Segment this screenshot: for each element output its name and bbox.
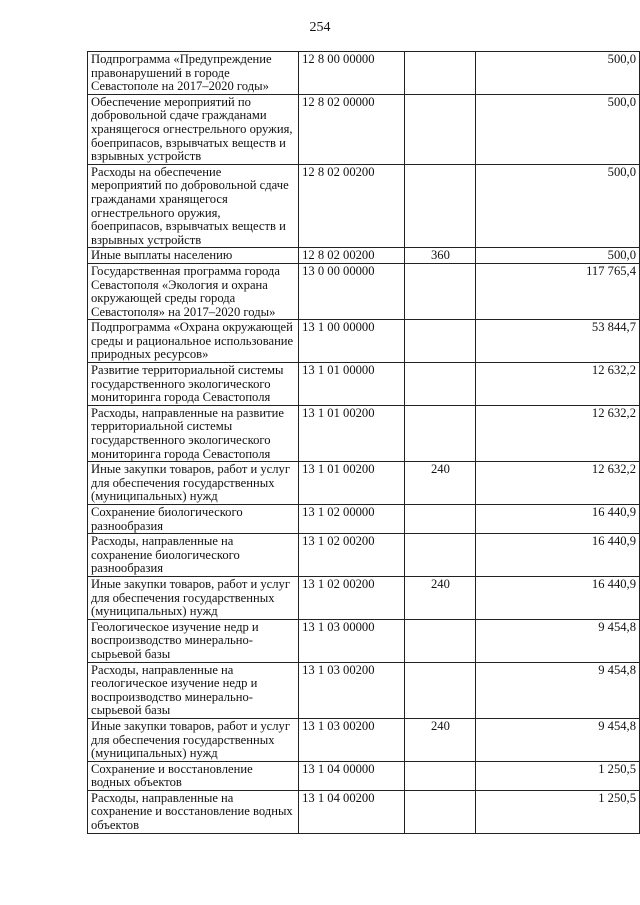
table-row [88,164,640,248]
item-name-cell: Сохранение биологического разнообразия [88,505,299,534]
table-row [88,534,640,577]
table-row [88,94,640,164]
expense-type-cell [405,505,476,534]
table-row [88,505,640,534]
target-code-cell: 13 1 03 00200 [299,662,405,718]
expense-type-cell [405,534,476,577]
page-number: 254 [309,20,331,35]
expense-type-cell [405,363,476,406]
target-code-cell: 13 1 01 00200 [299,405,405,461]
amount-cell: 500,0 [476,164,640,248]
item-name-cell: Расходы, направленные на сохранение биологического разнообразия [88,534,299,577]
target-code-cell: 13 1 03 00200 [299,718,405,761]
target-code-cell: 13 1 00 00000 [299,320,405,363]
amount-cell: 16 440,9 [476,534,640,577]
amount-cell: 1 250,5 [476,761,640,790]
expense-type-cell: 240 [405,576,476,619]
target-code-cell: 13 1 02 00200 [299,576,405,619]
amount-cell: 117 765,4 [476,263,640,319]
budget-table [87,51,640,834]
target-code-cell: 12 8 02 00200 [299,164,405,248]
target-code-cell: 13 1 01 00000 [299,363,405,406]
amount-cell: 9 454,8 [476,718,640,761]
table-row [88,462,640,505]
item-name-cell: Государственная программа города Севастополя «Экология и охрана окружающей среды города Севастополя» на 2017–2020 годы» [88,263,299,319]
budget-table-body [88,52,640,834]
target-code-cell: 12 8 02 00200 [299,248,405,264]
amount-cell: 12 632,2 [476,363,640,406]
amount-cell: 500,0 [476,94,640,164]
expense-type-cell [405,52,476,95]
expense-type-cell [405,164,476,248]
target-code-cell: 13 1 02 00200 [299,534,405,577]
table-row [88,320,640,363]
table-row [88,761,640,790]
target-code-cell: 13 1 03 00000 [299,619,405,662]
amount-cell: 500,0 [476,248,640,264]
table-row [88,52,640,95]
target-code-cell: 12 8 00 00000 [299,52,405,95]
table-row [88,405,640,461]
table-row [88,662,640,718]
item-name-cell: Иные выплаты населению [88,248,299,264]
amount-cell: 500,0 [476,52,640,95]
table-row [88,248,640,264]
table-row [88,363,640,406]
amount-cell: 53 844,7 [476,320,640,363]
amount-cell: 16 440,9 [476,505,640,534]
item-name-cell: Расходы на обеспечение мероприятий по добровольной сдаче гражданами хранящегося огнестрельного оружия, боеприпасов, взрывчатых веществ и взрывных устройств [88,164,299,248]
table-row [88,718,640,761]
item-name-cell: Иные закупки товаров, работ и услуг для обеспечения государственных (муниципальных) нужд [88,462,299,505]
item-name-cell: Расходы, направленные на геологическое изучение недр и воспроизводство минерально-сырьевой базы [88,662,299,718]
expense-type-cell: 360 [405,248,476,264]
expense-type-cell [405,263,476,319]
target-code-cell: 13 1 02 00000 [299,505,405,534]
target-code-cell: 12 8 02 00000 [299,94,405,164]
expense-type-cell [405,790,476,833]
item-name-cell: Сохранение и восстановление водных объектов [88,761,299,790]
amount-cell: 16 440,9 [476,576,640,619]
expense-type-cell [405,405,476,461]
amount-cell: 1 250,5 [476,790,640,833]
table-row [88,263,640,319]
item-name-cell: Расходы, направленные на сохранение и восстановление водных объектов [88,790,299,833]
item-name-cell: Обеспечение мероприятий по добровольной сдаче гражданами хранящегося огнестрельного оружия, боеприпасов, взрывчатых веществ и взрывных устройств [88,94,299,164]
amount-cell: 12 632,2 [476,462,640,505]
item-name-cell: Подпрограмма «Охрана окружающей среды и рациональное использование природных ресурсов» [88,320,299,363]
expense-type-cell [405,662,476,718]
expense-type-cell: 240 [405,718,476,761]
expense-type-cell [405,761,476,790]
amount-cell: 12 632,2 [476,405,640,461]
item-name-cell: Расходы, направленные на развитие территориальной системы государственного экологического мониторинга города Севастополя [88,405,299,461]
target-code-cell: 13 1 01 00200 [299,462,405,505]
table-row [88,619,640,662]
expense-type-cell: 240 [405,462,476,505]
target-code-cell: 13 1 04 00200 [299,790,405,833]
target-code-cell: 13 1 04 00000 [299,761,405,790]
expense-type-cell [405,619,476,662]
item-name-cell: Подпрограмма «Предупреждение правонарушений в городе Севастополе на 2017–2020 годы» [88,52,299,95]
table-row [88,790,640,833]
target-code-cell: 13 0 00 00000 [299,263,405,319]
item-name-cell: Иные закупки товаров, работ и услуг для обеспечения государственных (муниципальных) нужд [88,576,299,619]
expense-type-cell [405,94,476,164]
expense-type-cell [405,320,476,363]
item-name-cell: Геологическое изучение недр и воспроизводство минерально-сырьевой базы [88,619,299,662]
item-name-cell: Иные закупки товаров, работ и услуг для обеспечения государственных (муниципальных) нужд [88,718,299,761]
amount-cell: 9 454,8 [476,662,640,718]
table-row [88,576,640,619]
item-name-cell: Развитие территориальной системы государственного экологического мониторинга города Севастополя [88,363,299,406]
amount-cell: 9 454,8 [476,619,640,662]
